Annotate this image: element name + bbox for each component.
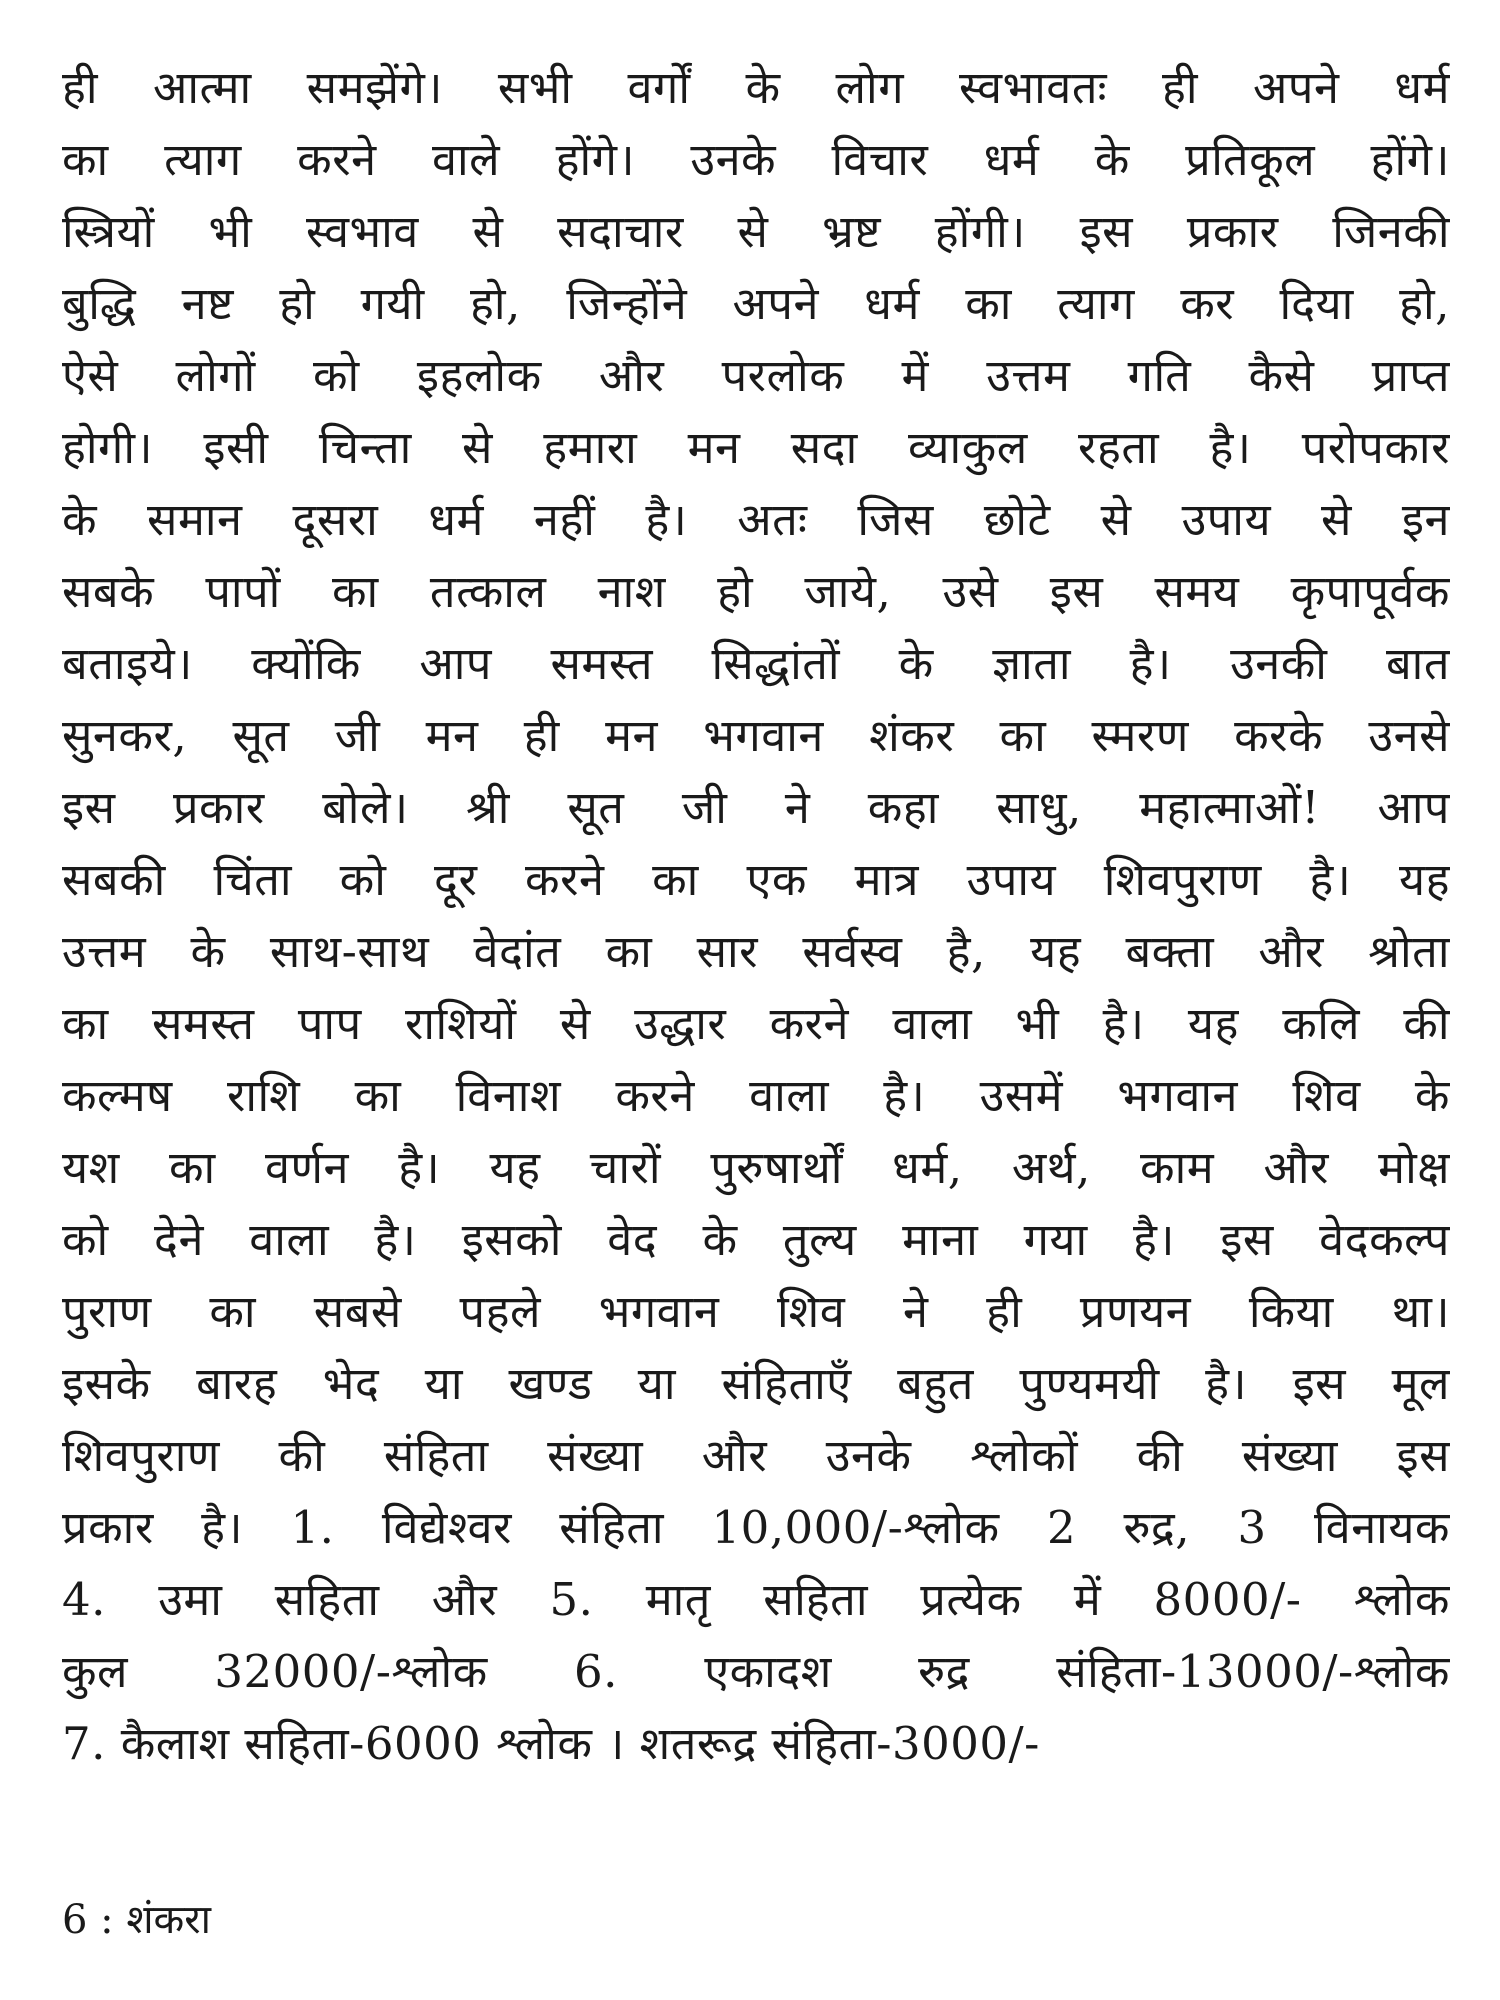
page-footer: 6 : शंकरा — [62, 1897, 211, 1943]
text-line: होगी। इसी चिन्ता से हमारा मन सदा व्याकुल रहता है। परोपकार — [62, 421, 1450, 474]
text-line: स्त्रियों भी स्वभाव से सदाचार से भ्रष्ट होंगी। इस प्रकार जिनकी — [62, 205, 1450, 258]
text-line: सबके पापों का तत्काल नाश हो जाये, उसे इस समय कृपापूर्वक — [62, 565, 1450, 618]
text-line: कल्मष राशि का विनाश करने वाला है। उसमें भगवान शिव के — [62, 1069, 1450, 1122]
text-line: पुराण का सबसे पहले भगवान शिव ने ही प्रणयन किया था। — [62, 1285, 1450, 1338]
text-line: उत्तम के साथ-साथ वेदांत का सार सर्वस्व है, यह बक्ता और श्रोता — [62, 925, 1450, 978]
text-line: को देने वाला है। इसको वेद के तुल्य माना गया है। इस वेदकल्प — [62, 1213, 1450, 1266]
text-line: सुनकर, सूत जी मन ही मन भगवान शंकर का स्मरण करके उनसे — [62, 709, 1450, 762]
text-line: इसके बारह भेद या खण्ड या संहिताएँ बहुत पुण्यमयी है। इस मूल — [62, 1357, 1450, 1410]
text-line: का समस्त पाप राशियों से उद्धार करने वाला भी है। यह कलि की — [62, 997, 1450, 1050]
text-line: ऐसे लोगों को इहलोक और परलोक में उत्तम गति कैसे प्राप्त — [62, 349, 1450, 402]
body-text — [62, 52, 1450, 1780]
text-line: इस प्रकार बोले। श्री सूत जी ने कहा साधु, महात्माओं! आप — [62, 781, 1450, 834]
text-line: शिवपुराण की संहिता संख्या और उनके श्लोकों की संख्या इस — [62, 1429, 1450, 1482]
text-line: बुद्धि नष्ट हो गयी हो, जिन्होंने अपने धर्म का त्याग कर दिया हो, — [62, 277, 1450, 330]
text-line: ही आत्मा समझेंगे। सभी वर्गों के लोग स्वभावतः ही अपने धर्म — [62, 61, 1450, 114]
text-line: यश का वर्णन है। यह चारों पुरुषार्थों धर्म, अर्थ, काम और मोक्ष — [62, 1141, 1450, 1194]
text-line: का त्याग करने वाले होंगे। उनके विचार धर्म के प्रतिकूल होंगे। — [62, 133, 1450, 186]
text-line: सबकी चिंता को दूर करने का एक मात्र उपाय शिवपुराण है। यह — [62, 853, 1450, 906]
text-line: कुल 32000/-श्लोक 6. एकादश रुद्र संहिता-13000/-श्लोक — [62, 1645, 1450, 1698]
text-line: बताइये। क्योंकि आप समस्त सिद्धांतों के ज्ञाता है। उनकी बात — [62, 637, 1450, 690]
text-line: 7. कैलाश सहिता-6000 श्लोक । शतरूद्र संहिता-3000/- — [62, 1717, 1040, 1770]
text-line: के समान दूसरा धर्म नहीं है। अतः जिस छोटे से उपाय से इन — [62, 493, 1450, 546]
text-line: 4. उमा सहिता और 5. मातृ सहिता प्रत्येक में 8000/- श्लोक — [62, 1573, 1450, 1626]
text-line: प्रकार है। 1. विद्येश्वर संहिता 10,000/-श्लोक 2 रुद्र, 3 विनायक — [62, 1501, 1450, 1554]
